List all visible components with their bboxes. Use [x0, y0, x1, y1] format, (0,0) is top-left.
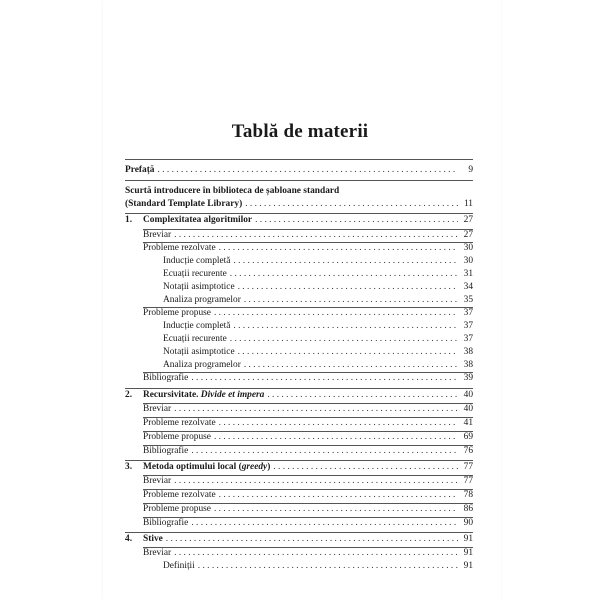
leader-dots [230, 333, 458, 346]
toc-entry [125, 255, 473, 268]
leader-dots [219, 489, 458, 502]
toc-entry [125, 268, 473, 281]
leader-dots [191, 517, 458, 530]
toc-label: Probleme propuse [143, 308, 211, 318]
chapter-number: 3. [125, 462, 133, 472]
toc-entry [125, 320, 473, 333]
leader-dots [174, 229, 458, 242]
toc-page-number: 34 [463, 282, 473, 292]
leader-dots [166, 533, 458, 546]
toc-page-number: 27 [463, 230, 473, 240]
toc-chapter-2 [125, 389, 473, 402]
toc-page-number: 9 [468, 165, 473, 175]
toc-page-number: 37 [463, 308, 473, 318]
toc-page-number: 76 [463, 446, 473, 456]
toc-page-number: 91 [463, 548, 473, 558]
chapter-number: 2. [125, 390, 133, 400]
toc-label: Probleme rezolvate [143, 490, 216, 500]
toc-page-number: 38 [463, 360, 473, 370]
leader-dots [245, 198, 458, 211]
toc-page-number: 41 [463, 418, 473, 428]
toc-entry [125, 547, 473, 560]
leader-dots [214, 503, 458, 516]
divider [125, 159, 473, 160]
toc-label: Prefață [125, 165, 155, 175]
leader-dots [214, 307, 458, 320]
leader-dots [191, 372, 458, 385]
toc-label: Notații asimptotice [163, 347, 235, 357]
leader-dots [214, 431, 458, 444]
toc-entry [125, 294, 473, 307]
toc-entry-prefata [125, 164, 473, 177]
toc-label-italic: greedy [241, 462, 268, 472]
toc-label: Analiza programelor [163, 295, 241, 305]
leader-dots [174, 547, 458, 560]
leader-dots [238, 346, 458, 359]
toc-label: Inducție completă [163, 321, 231, 331]
leader-dots [198, 560, 458, 573]
toc-page-number: 38 [463, 347, 473, 357]
toc-label-end: ) [267, 462, 271, 472]
toc-entry [125, 346, 473, 359]
toc-label [143, 461, 270, 474]
chapter-number: 4. [125, 534, 133, 544]
leader-dots [244, 294, 458, 307]
leader-dots [273, 461, 458, 474]
toc-page-number: 30 [463, 256, 473, 266]
leader-dots [219, 417, 458, 430]
toc-label: Bibliografie [143, 446, 189, 456]
toc-entry [125, 445, 473, 458]
page-title: Tablă de materii [231, 121, 369, 142]
leader-dots [238, 281, 458, 294]
toc-label: Inducție completă [163, 256, 231, 266]
toc-page-number: 37 [463, 334, 473, 344]
leader-dots [219, 242, 458, 255]
toc-entry [125, 359, 473, 372]
toc-label: Bibliografie [143, 518, 189, 528]
toc-label: Notații asimptotice [163, 282, 235, 292]
toc-label: Breviar [143, 404, 172, 414]
toc-label-italic: Divide et impera [200, 390, 265, 400]
toc-label: Probleme rezolvate [143, 243, 216, 253]
toc-label: Ecuații recurente [163, 334, 227, 344]
toc-label: Stive [143, 534, 163, 544]
toc-label: Definiții [163, 561, 195, 571]
toc-chapter-3 [125, 461, 473, 474]
toc-entry [125, 281, 473, 294]
toc-chapter-4 [125, 533, 473, 546]
toc-entry [125, 503, 473, 516]
leader-dots [267, 389, 458, 402]
toc-entry [125, 517, 473, 530]
toc-page-number: 77 [463, 476, 473, 486]
toc-entry [125, 489, 473, 502]
leader-dots [174, 475, 458, 488]
toc-entry-intro-line1: Scurtă introducere în biblioteca de șabloane standard [125, 186, 340, 196]
toc-label: Probleme rezolvate [143, 418, 216, 428]
toc-page-number: 31 [463, 269, 473, 279]
toc-page-number: 40 [463, 390, 473, 400]
toc-page-number: 69 [463, 432, 473, 442]
leader-dots [158, 164, 459, 177]
leader-dots [244, 359, 458, 372]
toc-page-number: 90 [463, 518, 473, 528]
toc-label: Ecuații recurente [163, 269, 227, 279]
toc-page-number: 78 [463, 490, 473, 500]
leader-dots [233, 255, 458, 268]
divider [125, 180, 473, 181]
chapter-number: 1. [125, 215, 133, 225]
toc-label: Bibliografie [143, 373, 189, 383]
toc-page-number: 86 [463, 504, 473, 514]
toc-entry [125, 229, 473, 242]
toc-label [143, 389, 264, 402]
toc-entry [125, 560, 473, 573]
toc-page-number: 27 [463, 215, 473, 225]
toc-page-number: 77 [463, 462, 473, 472]
toc-entry [125, 333, 473, 346]
toc-entry [125, 372, 473, 385]
leader-dots [230, 268, 458, 281]
toc-label-plain: Metoda optimului local ( [143, 462, 242, 472]
toc-label: Probleme propuse [143, 432, 211, 442]
toc-label: Breviar [143, 476, 172, 486]
toc-page-number: 40 [463, 404, 473, 414]
toc-entry [125, 403, 473, 416]
toc-entry [125, 242, 473, 255]
toc-entry [125, 417, 473, 430]
toc-label: Breviar [143, 230, 172, 240]
toc-page-number: 39 [463, 373, 473, 383]
toc-label-plain: Recursivitate. [143, 390, 201, 400]
leader-dots [233, 320, 458, 333]
leader-dots [255, 214, 458, 227]
leader-dots [191, 445, 458, 458]
toc-label: (Standard Template Library) [125, 199, 243, 209]
toc-chapter-1 [125, 214, 473, 227]
toc-page-number: 11 [463, 199, 473, 209]
toc-entry-intro [125, 198, 473, 211]
toc-entry [125, 431, 473, 444]
toc-entry [125, 475, 473, 488]
toc-label: Complexitatea algoritmilor [143, 215, 253, 225]
toc-page-number: 37 [463, 321, 473, 331]
toc-label: Probleme propuse [143, 504, 211, 514]
toc-label: Breviar [143, 548, 172, 558]
toc-entry [125, 307, 473, 320]
leader-dots [174, 403, 458, 416]
toc-page-number: 35 [463, 295, 473, 305]
toc-label: Analiza programelor [163, 360, 241, 370]
toc-page-number: 91 [463, 561, 473, 571]
toc-page-number: 30 [463, 243, 473, 253]
toc-page-number: 91 [463, 534, 473, 544]
